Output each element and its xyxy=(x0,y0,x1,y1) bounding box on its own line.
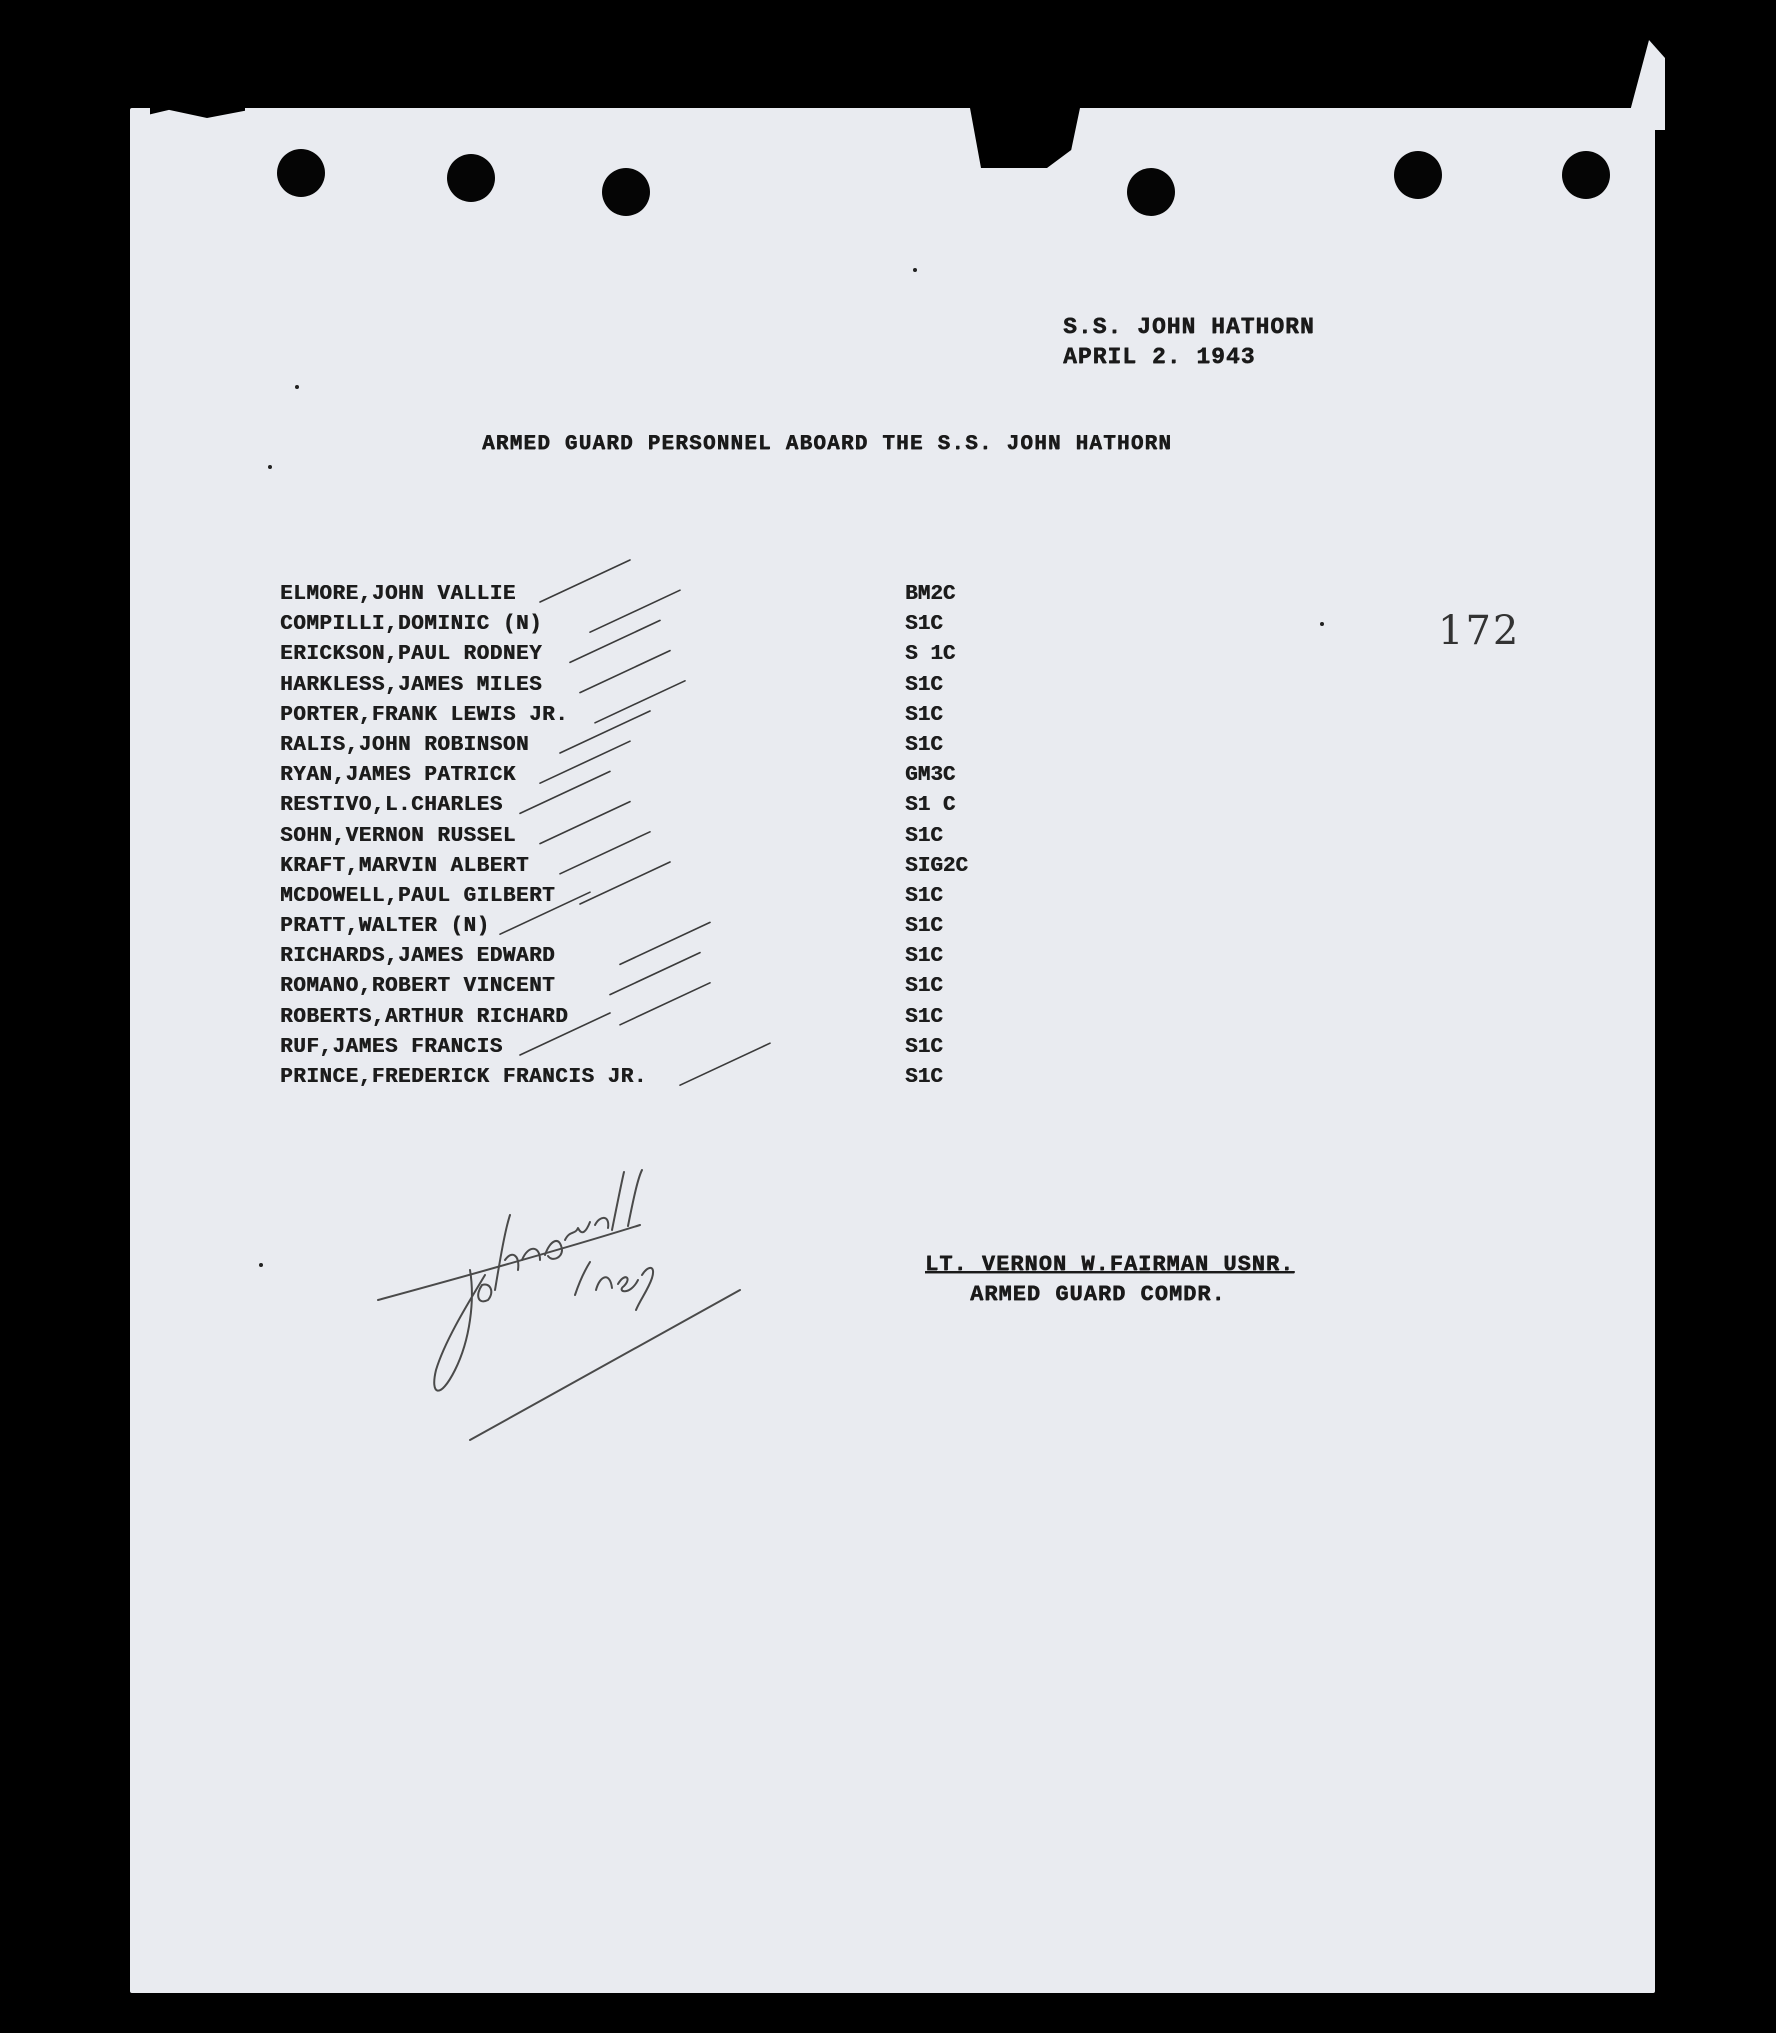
vessel-name: S.S. JOHN HATHORN xyxy=(1063,314,1315,340)
crew-name: ELMORE,JOHN VALLIE xyxy=(280,583,516,606)
document-date: APRIL 2. 1943 xyxy=(1063,344,1256,370)
crew-rate: S1C xyxy=(905,824,943,848)
header-block xyxy=(1063,312,1315,372)
speck xyxy=(295,385,299,389)
punch-hole xyxy=(1562,151,1610,199)
signature-name: LT. VERNON W.FAIRMAN USNR. xyxy=(925,1252,1295,1277)
crew-name: MCDOWELL,PAUL GILBERT xyxy=(280,884,556,908)
crew-name: COMPILLI,DOMINIC (N) xyxy=(280,613,543,637)
crew-rate: S1C xyxy=(905,1005,943,1029)
crew-rate: S1C xyxy=(905,975,943,999)
crew-rate: S1C xyxy=(905,733,943,757)
crew-rate: S1C xyxy=(905,945,943,969)
punch-hole xyxy=(447,154,495,202)
crew-name: RICHARDS,JAMES EDWARD xyxy=(280,945,556,969)
crew-name: KRAFT,MARVIN ALBERT xyxy=(280,854,529,878)
punch-hole xyxy=(1394,151,1442,199)
crew-name: SOHN,VERNON RUSSEL xyxy=(280,824,516,848)
speck xyxy=(259,1263,263,1267)
document-title: ARMED GUARD PERSONNEL ABOARD THE S.S. JOHN HATHORN xyxy=(482,433,1173,456)
punch-hole xyxy=(277,149,325,197)
crew-name: ROMANO,ROBERT VINCENT xyxy=(280,975,556,999)
crew-name: ERICKSON,PAUL RODNEY xyxy=(280,643,543,667)
crew-rate: S1C xyxy=(905,884,943,908)
crew-rate: S1C xyxy=(905,1066,943,1089)
crew-name: PRINCE,FREDERICK FRANCIS JR. xyxy=(280,1066,647,1089)
crew-rate: S1C xyxy=(905,703,943,727)
crew-name: ROBERTS,ARTHUR RICHARD xyxy=(280,1005,569,1029)
crew-rate: S1C xyxy=(905,1035,943,1059)
punch-hole xyxy=(1127,168,1175,216)
crew-rate: S1C xyxy=(905,673,943,697)
crew-name: RALIS,JOHN ROBINSON xyxy=(280,733,529,757)
crew-rate: S1 C xyxy=(905,794,956,818)
crew-rate: S 1C xyxy=(905,643,956,667)
crew-rate: SIG2C xyxy=(905,854,969,878)
signature-title: ARMED GUARD COMDR. xyxy=(970,1282,1226,1307)
crew-rate: BM2C xyxy=(905,583,956,606)
speck xyxy=(268,465,272,469)
punch-hole xyxy=(602,168,650,216)
crew-name: RESTIVO,L.CHARLES xyxy=(280,794,503,818)
crew-name: HARKLESS,JAMES MILES xyxy=(280,673,543,697)
crew-name: PORTER,FRANK LEWIS JR. xyxy=(280,703,569,727)
crew-rate: GM3C xyxy=(905,764,956,788)
torn-edge xyxy=(1625,40,1665,130)
page-number: 172 xyxy=(1438,608,1521,654)
signature-block xyxy=(925,1250,1294,1310)
crew-name: RUF,JAMES FRANCIS xyxy=(280,1035,503,1059)
speck xyxy=(1320,622,1324,626)
crew-rate: S1C xyxy=(905,613,943,637)
crew-rate: S1C xyxy=(905,915,943,939)
crew-name: PRATT,WALTER (N) xyxy=(280,915,490,939)
speck xyxy=(913,268,917,272)
crew-name: RYAN,JAMES PATRICK xyxy=(280,764,516,788)
